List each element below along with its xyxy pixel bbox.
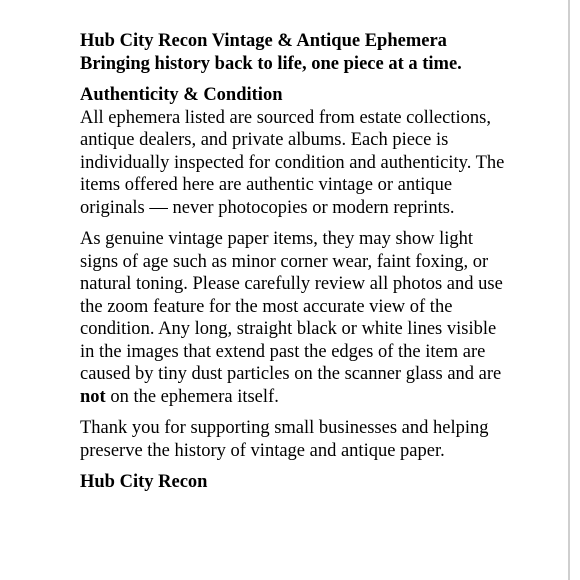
condition-text-end: on the ephemera itself. — [105, 386, 279, 407]
signature: Hub City Recon — [80, 472, 208, 492]
header-block — [80, 30, 510, 75]
condition-paragraph — [80, 228, 510, 408]
authenticity-paragraph: All ephemera listed are sourced from estate collections, antique dealers, and private albums. Each piece is individually inspected for condition and authenticity. The items offered here are authentic vintage or antique originals — never photocopies or modern reprints. — [80, 107, 505, 218]
document-body — [80, 30, 510, 494]
shop-tagline: Bringing history back to life, one piece at a time. — [80, 53, 462, 74]
condition-text-start: As genuine vintage paper items, they may show light signs of age such as minor corner wear, faint foxing, or natural toning. Please carefully review all photos and use the zoom feature for the most accurate view of the condition. Any long, straight black or white lines visible in the images that extend past the edges of the item are caused by tiny dust particles on the scanner glass and are — [80, 229, 503, 384]
authenticity-heading: Authenticity & Condition — [80, 85, 283, 105]
thanks-paragraph: Thank you for supporting small businesses and helping preserve the history of vintage and antique paper. — [80, 418, 489, 461]
shop-title: Hub City Recon Vintage & Antique Ephemera — [80, 31, 447, 51]
page-edge-divider — [568, 0, 570, 580]
condition-emphasis-not: not — [80, 386, 106, 407]
